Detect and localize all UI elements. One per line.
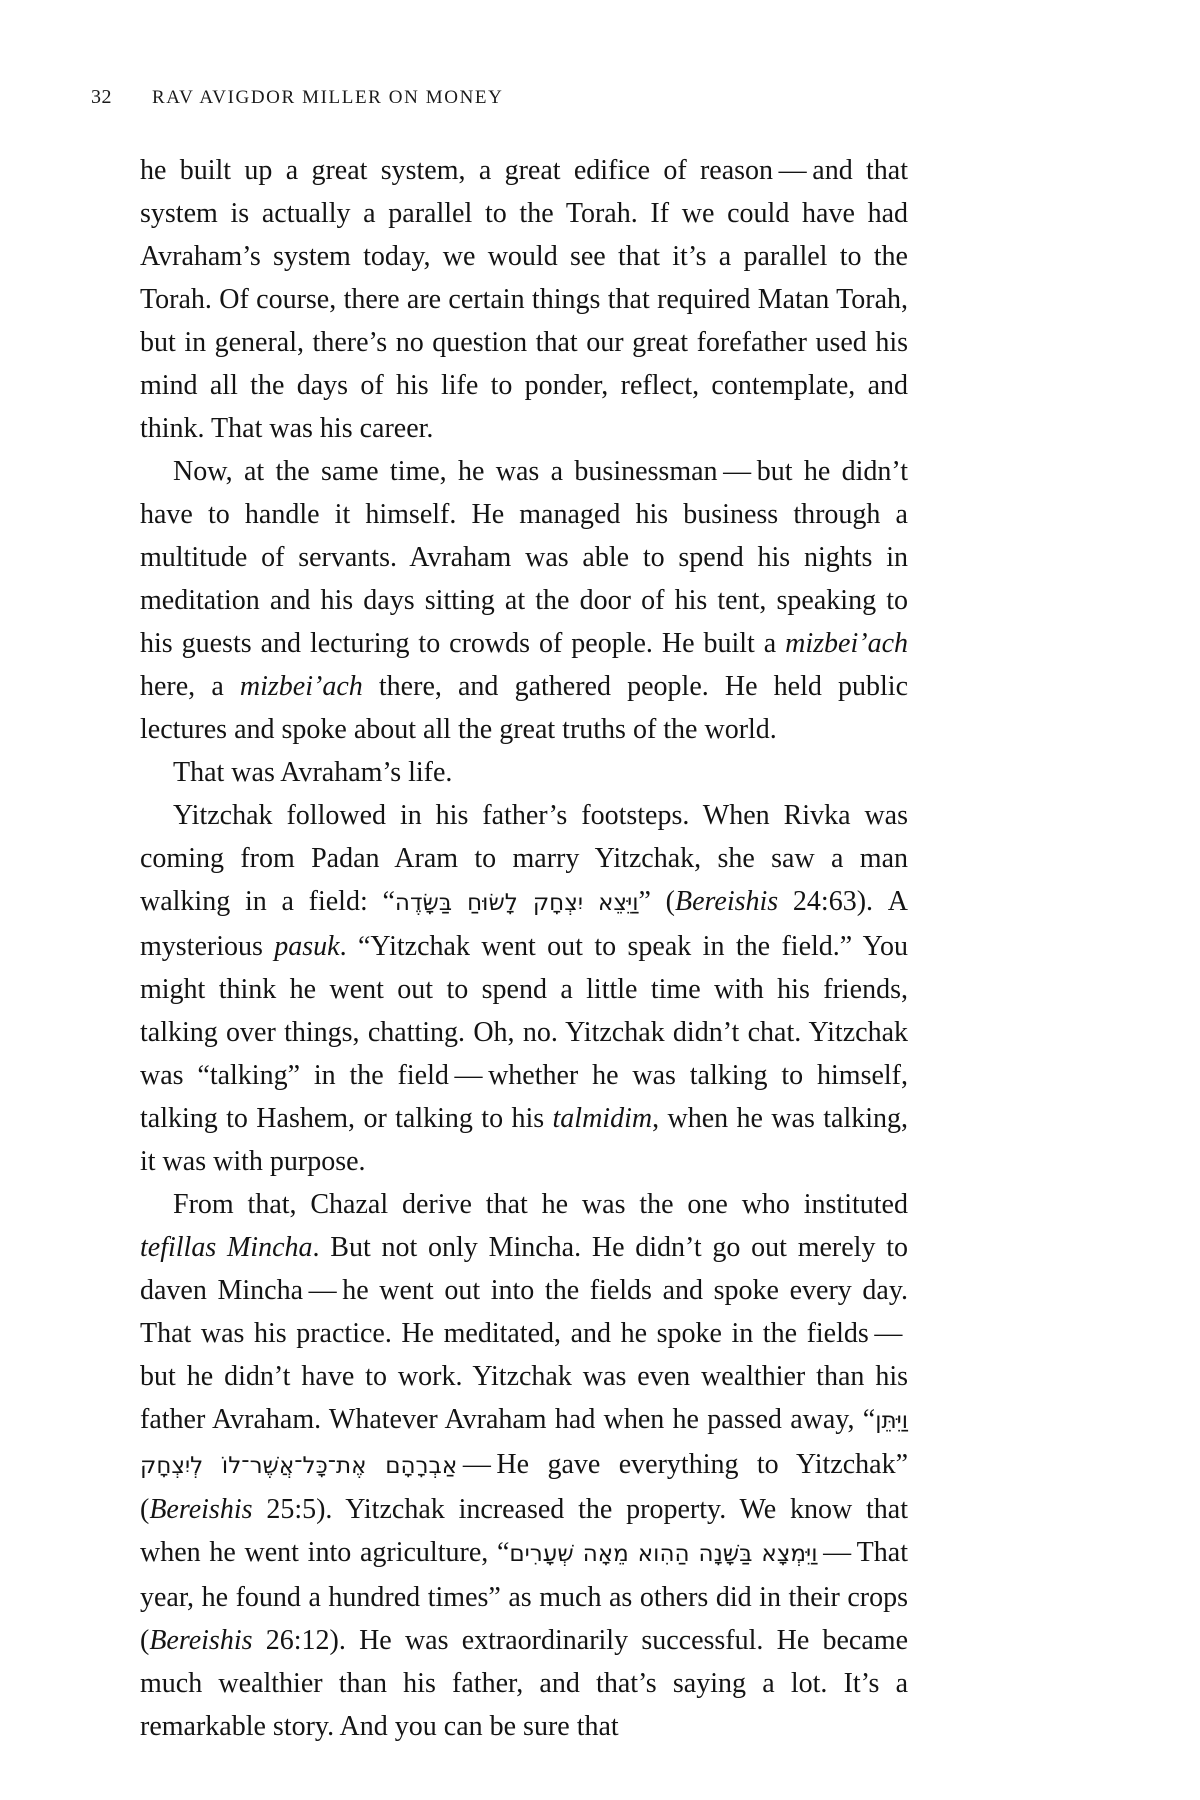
text-segment: here, a: [140, 671, 240, 702]
text-segment: From that, Chazal derive that he was the one who instituted: [173, 1189, 908, 1220]
page-number: 32: [91, 86, 112, 108]
hebrew-text: וַיֵּצֵא יִצְחָק לָשׂוּחַ בַּשָּׂדֶה: [394, 890, 639, 916]
italic-text: mizbei’ach: [239, 671, 363, 702]
paragraph: [140, 1183, 908, 1748]
text-segment: ” (: [638, 886, 675, 917]
paragraph: [140, 794, 908, 1183]
italic-text: Bereishis: [675, 886, 779, 917]
italic-text: Bereishis: [149, 1625, 253, 1656]
paragraph: [140, 149, 908, 450]
paragraph: [140, 751, 908, 794]
running-head: RAV AVIGDOR MILLER ON MONEY: [152, 87, 504, 108]
text-segment: 25:5). Yitzchak increased the property. We know that when he went into agriculture, “: [140, 1494, 908, 1568]
paragraph: [140, 450, 908, 751]
text-segment: 26:12). He was extraordinarily successful. He became much wealthier than his father, and that’s saying a lot. It’s a remarkable story. And you can be sure that: [140, 1625, 908, 1742]
italic-text: tefillas Mincha: [140, 1232, 313, 1263]
text-segment: . “Yitzchak went out to speak in the field.” You might think he went out to spend a little time with his friends, talking over things, chatting. Oh, no. Yitzchak didn’t chat. Yitzchak was “talking” in the field — whether he was talking to himself, talking to Hashem, or talking to his: [140, 931, 908, 1134]
text-segment: he built up a great system, a great edifice of reason — and that system is actually a parallel to the Torah. If we could have had Avraham’s system today, we would see that it’s a parallel to the Torah. Of course, there are certain things that required Matan Torah, but in general, there’s no question that our great forefather used his mind all the days of his life to ponder, reflect, contemplate, and think. That was his career.: [140, 155, 908, 444]
text-segment: Yitzchak followed in his father’s footsteps. When Rivka was coming from Padan Aram to marry Yitzchak, she saw a man walking in a field: “: [140, 800, 908, 917]
text-segment: — He gave everything to Yitzchak” (: [140, 1449, 909, 1525]
italic-text: pasuk: [274, 931, 340, 962]
hebrew-text: וַיִּמְצָא בַּשָּׁנָה הַהִוא מֵאָה שְׁעָרִים: [509, 1541, 818, 1567]
text-segment: Now, at the same time, he was a businessman — but he didn’t have to handle it himself. He managed his business through a multitude of servants. Avraham was able to spend his nights in meditation and his days sitting at the door of his tent, speaking to his guests and lecturing to crowds of people. He built a: [140, 456, 908, 659]
page-header: [91, 86, 503, 109]
italic-text: Bereishis: [149, 1494, 253, 1525]
text-segment: . But not only Mincha. He didn’t go out merely to daven Mincha — he went out into the fields and spoke every day. That was his practice. He meditated, and he spoke in the fields — but he didn’t have to work. Yitzchak was even wealthier than his father Avraham. Whatever Avraham had when he passed away, “: [140, 1232, 908, 1435]
italic-text: mizbei’ach: [785, 628, 908, 659]
text-segment: — That year, he found a hundred times” as much as others did in their crops (: [140, 1537, 908, 1656]
text-segment: That was Avraham’s life.: [173, 757, 453, 788]
text-segment: 24:63). A mysterious: [140, 886, 908, 962]
text-segment: there, and gathered people. He held public lectures and spoke about all the great truths of the world.: [140, 671, 909, 745]
hebrew-text: וַיִּתֵּן אַבְרָהָם אֶת־כָּל־אֲשֶׁר־לוֹ לְיִצְחָק: [140, 1408, 908, 1479]
text-segment: , when he was talking, it was with purpose.: [140, 1103, 909, 1177]
body-text: [140, 149, 908, 1748]
italic-text: talmidim: [552, 1103, 653, 1134]
